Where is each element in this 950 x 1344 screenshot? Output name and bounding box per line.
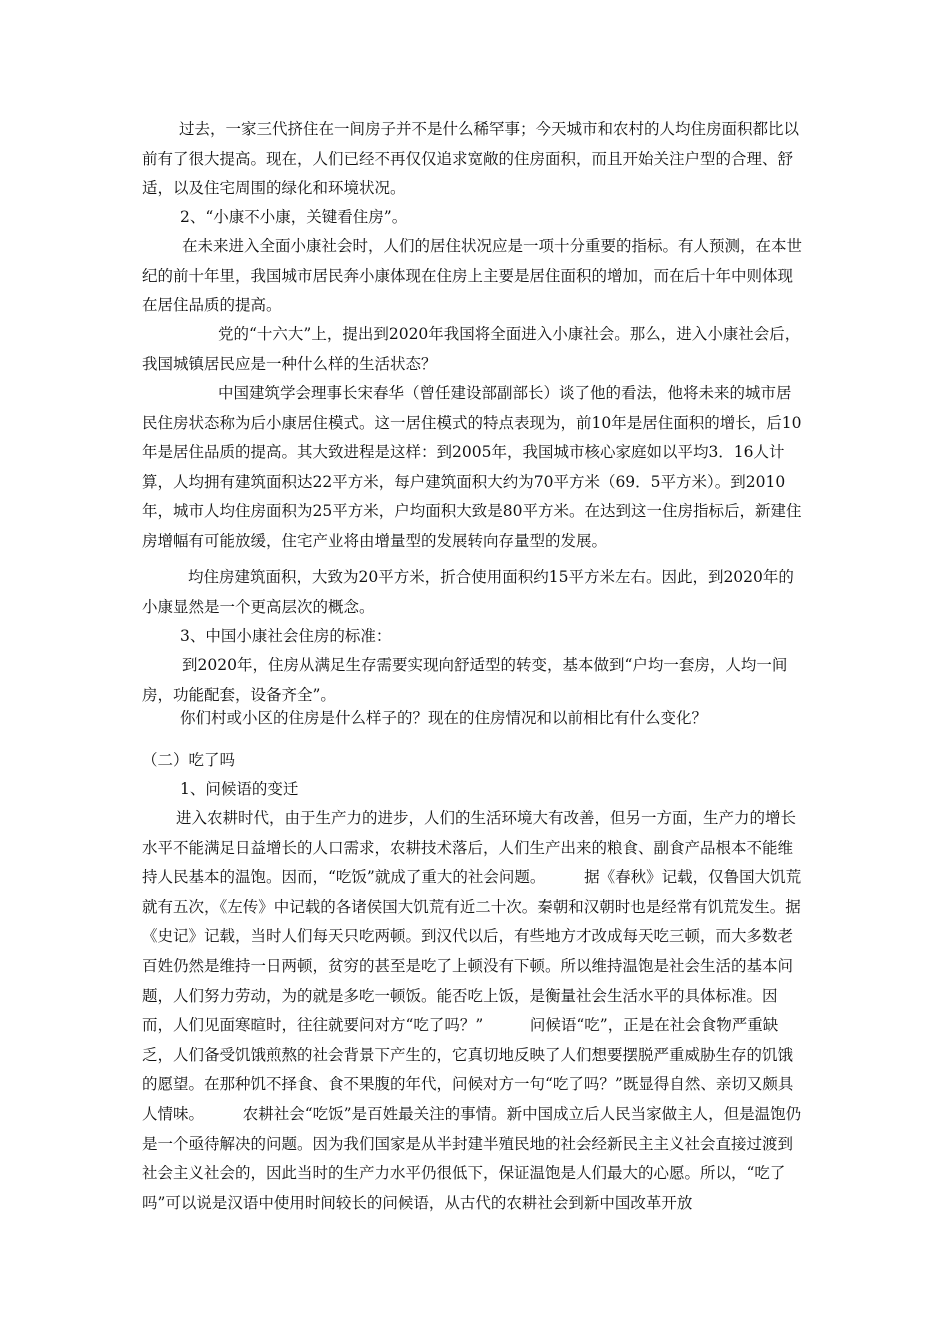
- paragraph-housing-past: 过去，一家三代挤住在一间房子并不是什么稀罕事；今天城市和农村的人均住房面积都比以前有了很大提高。现在，人们已经不再仅仅追求宽敞的住房面积，而且开始关注户型的合理、舒适，以及住宅周围的绿化和环境状况。: [142, 120, 800, 198]
- paragraph-future-xiaokang: 在未来进入全面小康社会时，人们的居住状况应是一项十分重要的指标。有人预测，在本世纪的前十年里，我国城市居民奔小康体现在住房上主要是居住面积的增加，而在后十年中则体现在居住品质的提高。: [142, 237, 803, 315]
- paragraph-sixteenth-congress: 党的“十六大”上，提出到2020年我国将全面进入小康社会。那么，进入小康社会后，我国城镇居民应是一种什么样的生活状态？: [142, 325, 801, 373]
- paragraph-question: 你们村或小区的住房是什么样子的？现在的住房情况和以前相比有什么变化？: [180, 709, 708, 727]
- paragraph-average-housing-area: 均住房建筑面积，大致为20平方米，折合使用面积约15平方米左右。因此，到2020年的小康显然是一个更高层次的概念。: [142, 568, 794, 616]
- section-heading-have-you-eaten: （二）吃了吗: [142, 751, 236, 769]
- paragraph-agricultural-era: 进入农耕时代，由于生产力的进步，人们的生活环境大有改善，但另一方面，生产力的增长水平不能满足日益增长的人口需求，农耕技术落后，人们生产出来的粮食、副食产品根本不能维持人民基本的温饱。因而，“吃饭”就成了重大的社会问题。 据《春秋》记载，仅鲁国大饥荒就有五次，《左传》中记载的各诸侯国大饥荒有近二十次。秦朝和汉朝时也是经常有饥荒发生。据《史记》记载，当时人们每天只吃两顿。到汉代以后，有些地方才改成每天吃三顿，而大多数老百姓仍然是维持一日两顿，贫穷的甚至是吃了上顿没有下顿。所以维持温饱是社会生活的基本问题，人们努力劳动，为的就是多吃一顿饭。能否吃上饭，是衡量社会生活水平的具体标准。因而，人们见面寒暄时，往往就要问对方“吃了吗？” 问候语“吃”，正是在社会食物严重缺乏，人们备受饥饿煎熬的社会背景下产生的，它真切地反映了人们想要摆脱严重威胁生存的饥饿的愿望。在那种饥不择食、食不果腹的年代，问候对方一句“吃了吗？”既显得自然、亲切又颇具人情味。 农耕社会“吃饭”是百姓最关注的事情。新中国成立后人民当家做主人，但是温饱仍是一个亟待解决的问题。因为我们国家是从半封建半殖民地的社会经新民主主义社会直接过渡到社会主义社会的，因此当时的生产力水平仍很低下，保证温饱是人们最大的心愿。所以，“吃了吗”可以说是汉语中使用时间较长的问候语，从古代的农耕社会到新中国改革开放: [142, 809, 802, 1212]
- paragraph-2020-housing: 到2020年，住房从满足生存需要实现向舒适型的转变，基本做到“户均一套房，人均一间房，功能配套，设备齐全”。: [142, 656, 788, 704]
- heading-housing-standard: 3、中国小康社会住房的标准：: [180, 627, 392, 645]
- heading-greeting-changes: 1、问候语的变迁: [180, 780, 299, 798]
- paragraph-song-chunhua: 中国建筑学会理事长宋春华（曾任建设部副部长）谈了他的看法，他将未来的城市居民住房状态称为后小康居住模式。这一居住模式的特点表现为，前10年是居住面积的增长，后10年是居住品质的提高。其大致进程是这样：到2005年，我国城市核心家庭如以平均3．16人计算，人均拥有建筑面积达22平方米，每户建筑面积大约为70平方米（69．5平方米）。到2010年，城市人均住房面积为25平方米，户均面积大致是80平方米。在达到这一住房指标后，新建住房增幅有可能放缓，住宅产业将由增量型的发展转向存量型的发展。: [142, 384, 802, 550]
- heading-xiaokang-housing: 2、“小康不小康，关键看住房”。: [180, 208, 408, 226]
